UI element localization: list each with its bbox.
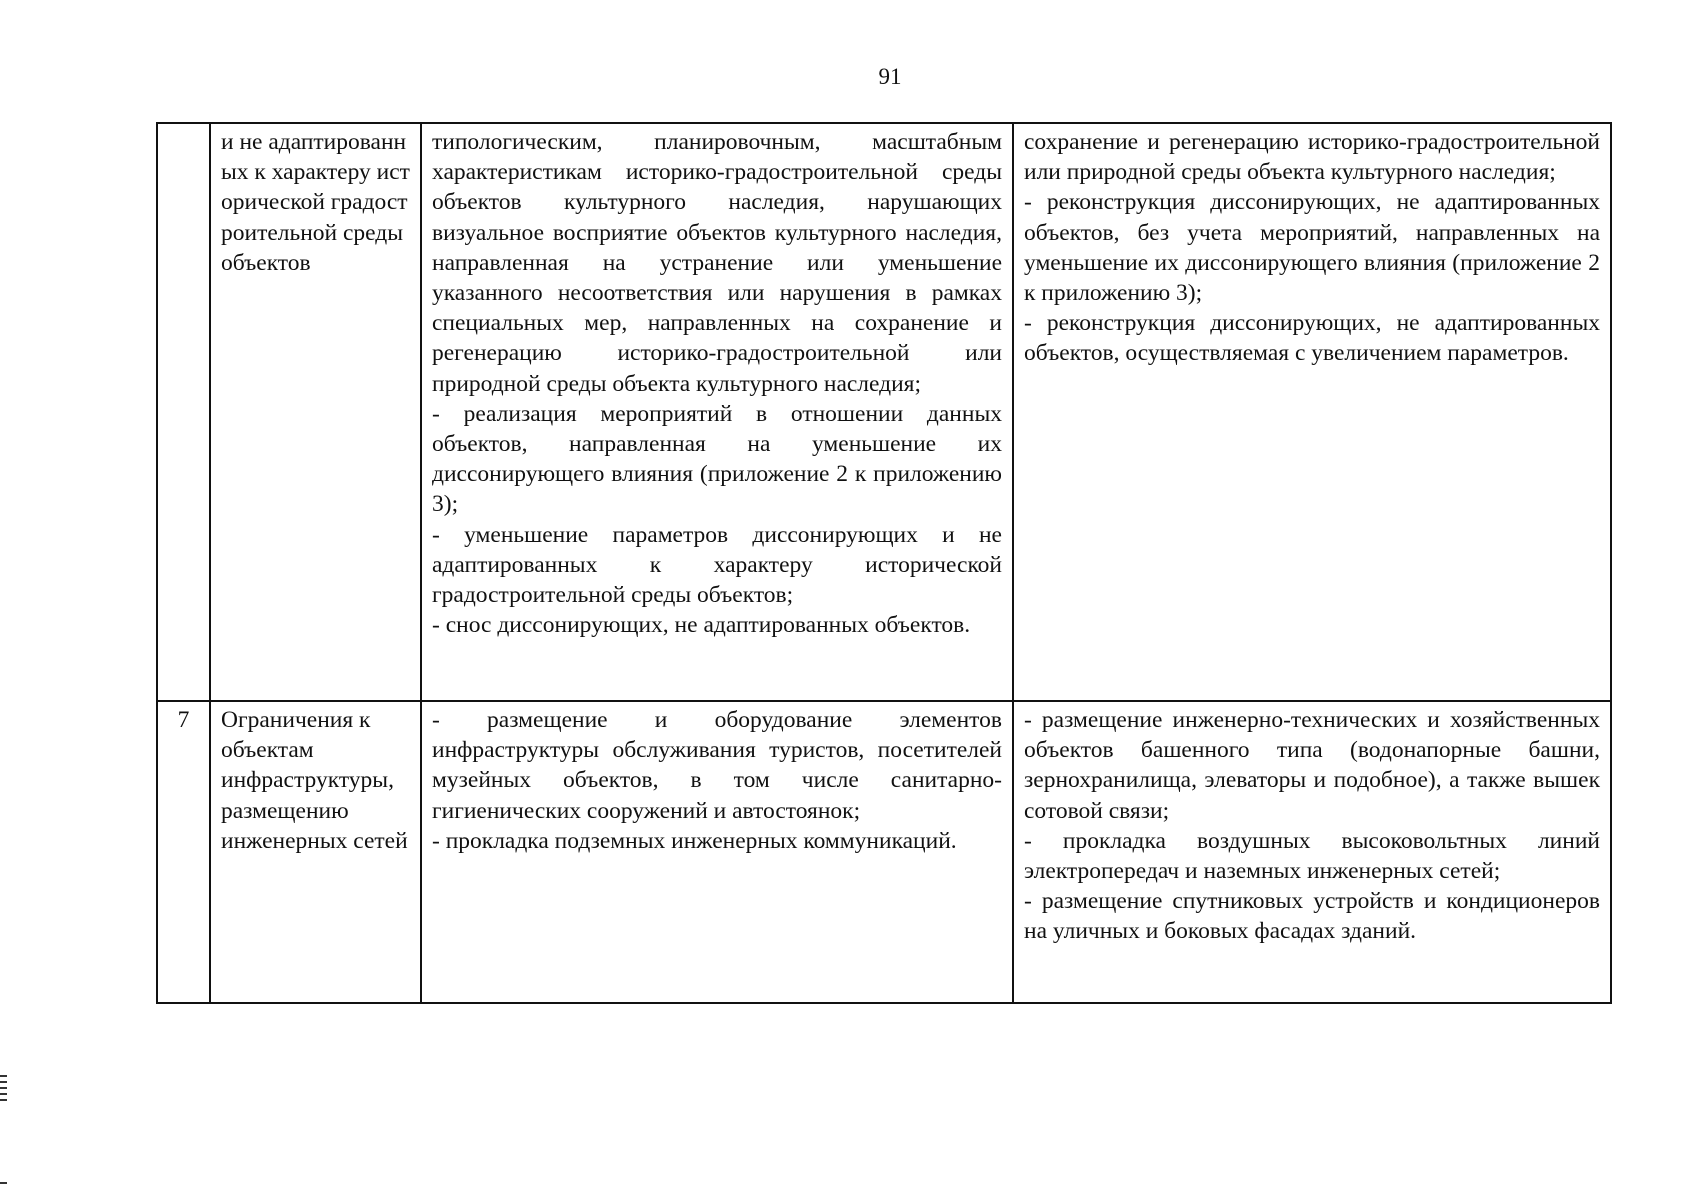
- paragraph: - прокладка воздушных высоковольтных линий электропередач и наземных инженерных сетей;: [1024, 827, 1600, 885]
- paragraph: - прокладка подземных инженерных коммуникаций.: [432, 827, 957, 854]
- scan-margin-dash: [0, 1182, 7, 1184]
- allowed-actions-cell: [1013, 123, 1611, 701]
- page-number: 91: [878, 64, 902, 89]
- paragraph: - реконструкция диссонирующих, не адаптированных объектов, без учета мероприятий, направленных на уменьшение их диссонирующего влияния (приложение 2 к приложению 3);: [1024, 189, 1600, 307]
- paragraph: - реализация мероприятий в отношении данных объектов, направленная на уменьшение их диссонирующего влияния (приложение 2 к приложению 3);: [432, 400, 1002, 518]
- paragraph: - размещение и оборудование элементов инфраструктуры обслуживания туристов, посетителей музейных объектов, в том числе санитарно-гигиенических сооружений и автостоянок;: [432, 707, 1002, 824]
- paragraph: - размещение инженерно-технических и хозяйственных объектов башенного типа (водонапорные башни, зернохранилища, элеваторы и подобное), а также вышек сотовой связи;: [1024, 707, 1600, 824]
- paragraph: - реконструкция диссонирующих, не адаптированных объектов, осуществляемая с увеличением параметров.: [1024, 310, 1600, 367]
- table-row: [157, 123, 1611, 701]
- paragraph: типологическим, планировочным, масштабным характеристикам историко-градостроительной среды объектов культурного наследия, нарушающих визуальное восприятие объектов культурного наследия, направленная на устранение или уменьшение указанного несоответствия или нарушения в рамках специальных мер, направленных на сохранение и регенерацию историко-градостроительной или природной среды объекта культурного наследия;: [432, 129, 1002, 397]
- paragraph: - снос диссонирующих, не адаптированных объектов.: [432, 612, 971, 639]
- row-number-cell: [157, 123, 210, 701]
- table-row: [157, 701, 1611, 1003]
- prohibited-actions-cell: [421, 123, 1013, 701]
- restriction-name-cell: и не адаптированных к характеру исторической градостроительной среды объектов: [210, 123, 421, 701]
- prohibited-actions-cell: [421, 701, 1013, 1003]
- row-number-cell: 7: [157, 701, 210, 1003]
- scan-margin-marks: [0, 1075, 8, 1105]
- paragraph: - уменьшение параметров диссонирующих и не адаптированных к характеру исторической градостроительной среды объектов;: [432, 521, 1002, 609]
- restrictions-table: [156, 122, 1612, 1004]
- allowed-actions-cell: [1013, 701, 1611, 1003]
- paragraph: - размещение спутниковых устройств и кондиционеров на уличных и боковых фасадах зданий.: [1024, 888, 1600, 945]
- paragraph: сохранение и регенерацию историко-градостроительной или природной среды объекта культурного наследия;: [1024, 129, 1600, 186]
- restriction-name-cell: Ограничения к объектам инфраструктуры, размещению инженерных сетей: [210, 701, 421, 1003]
